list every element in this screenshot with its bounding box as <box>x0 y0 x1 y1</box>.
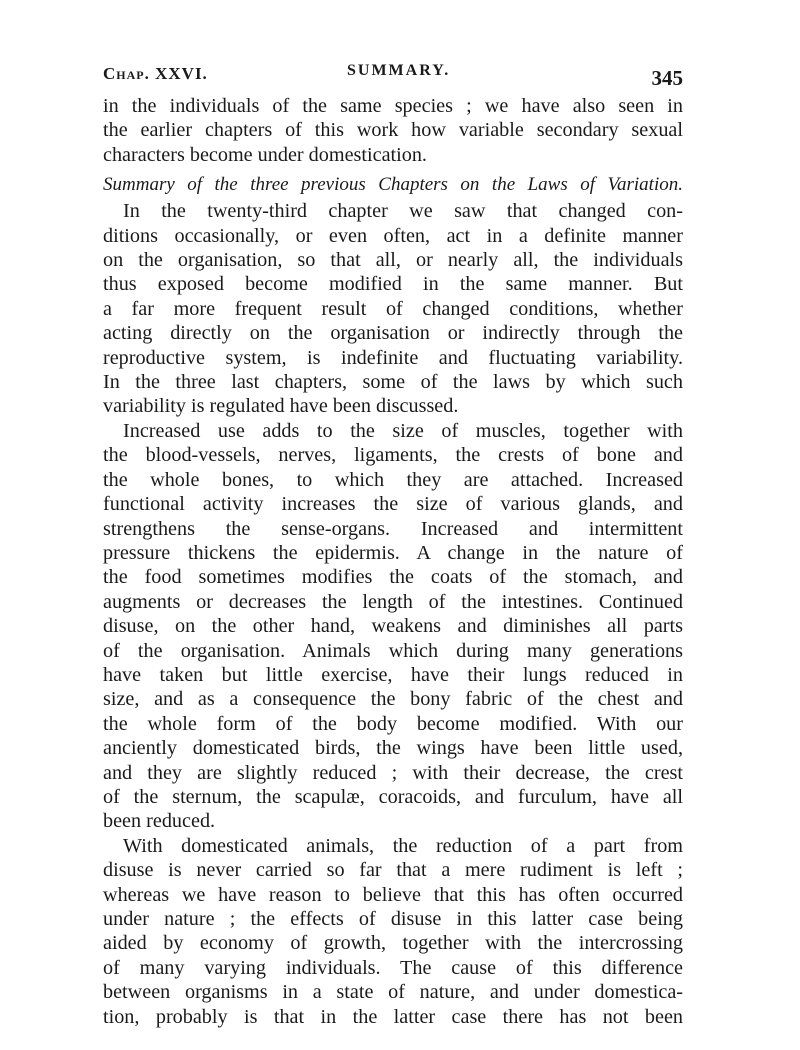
text-line: acting directly on the organisation or indirectly through the <box>103 322 683 345</box>
text-line: Increased use adds to the size of muscles, together with <box>123 419 683 442</box>
text-line: variability is regulated have been discussed. <box>103 395 459 418</box>
text-line: of many varying individuals. The cause of this difference <box>103 956 683 979</box>
running-title: SUMMARY. <box>347 62 451 79</box>
text-line: and they are slightly reduced ; with their decrease, the crest <box>103 761 683 784</box>
text-line: tion, probably is that in the latter case there has not been <box>103 1005 683 1028</box>
text-line: characters become under domestication. <box>103 143 427 166</box>
text-line: pressure thickens the epidermis. A change in the nature of <box>103 541 683 564</box>
text-line: on the organisation, so that all, or nearly all, the individuals <box>103 249 683 272</box>
paragraph-3 <box>103 834 683 1029</box>
chapter-label: Chap. XXVI. <box>103 64 208 83</box>
text-line: aided by economy of growth, together with the intercrossing <box>103 932 683 955</box>
text-line: size, and as a consequence the bony fabric of the chest and <box>103 688 683 711</box>
paragraph-2 <box>103 419 683 834</box>
text-line: disuse is never carried so far that a mere rudiment is left ; <box>103 859 683 882</box>
text-line: ditions occasionally, or even often, act in a definite manner <box>103 224 683 247</box>
page-number: 345 <box>651 66 683 90</box>
running-head <box>103 58 683 94</box>
text-line: the whole bones, to which they are attached. Increased <box>103 468 683 491</box>
text-line: In the three last chapters, some of the laws by which such <box>103 371 683 394</box>
book-page <box>103 58 683 1029</box>
text-line: the whole form of the body become modified. With our <box>103 712 683 735</box>
continuation-paragraph <box>103 94 683 167</box>
text-line: In the twenty-third chapter we saw that changed con- <box>123 200 683 223</box>
text-line: of the sternum, the scapulæ, coracoids, and furculum, have all <box>103 785 683 808</box>
text-line: anciently domesticated birds, the wings have been little used, <box>103 737 683 760</box>
text-line: under nature ; the effects of disuse in this latter case being <box>103 908 683 930</box>
text-line: whereas we have reason to believe that this has often occurred <box>103 883 683 906</box>
text-line: the food sometimes modifies the coats of the stomach, and <box>103 566 683 589</box>
body-text <box>103 94 683 1029</box>
text-line: the blood-vessels, nerves, ligaments, the crests of bone and <box>103 444 683 467</box>
text-line: reproductive system, is indefinite and fluctuating variability. <box>103 346 683 369</box>
text-line: With domesticated animals, the reduction of a part from <box>123 834 683 857</box>
text-line: been reduced. <box>103 810 216 833</box>
section-heading: Summary of the three previous Chapters on the Laws of Variation. <box>103 174 683 196</box>
text-line: strengthens the sense-organs. Increased and intermittent <box>103 517 683 540</box>
text-line: of the organisation. Animals which during many generations <box>103 639 683 662</box>
paragraph-1 <box>103 199 683 419</box>
text-line: the earlier chapters of this work how variable secondary sexual <box>103 119 683 142</box>
text-line: in the individuals of the same species ; we have also seen in <box>103 95 683 117</box>
text-line: thus exposed become modified in the same manner. But <box>103 273 683 296</box>
text-line: a far more frequent result of changed conditions, whether <box>103 297 683 320</box>
text-line: functional activity increases the size of various glands, and <box>103 493 683 516</box>
text-line: augments or decreases the length of the intestines. Continued <box>103 590 683 613</box>
text-line: between organisms in a state of nature, and under domestica- <box>103 981 683 1004</box>
text-line: disuse, on the other hand, weakens and diminishes all parts <box>103 615 683 638</box>
text-line: have taken but little exercise, have their lungs reduced in <box>103 663 683 686</box>
